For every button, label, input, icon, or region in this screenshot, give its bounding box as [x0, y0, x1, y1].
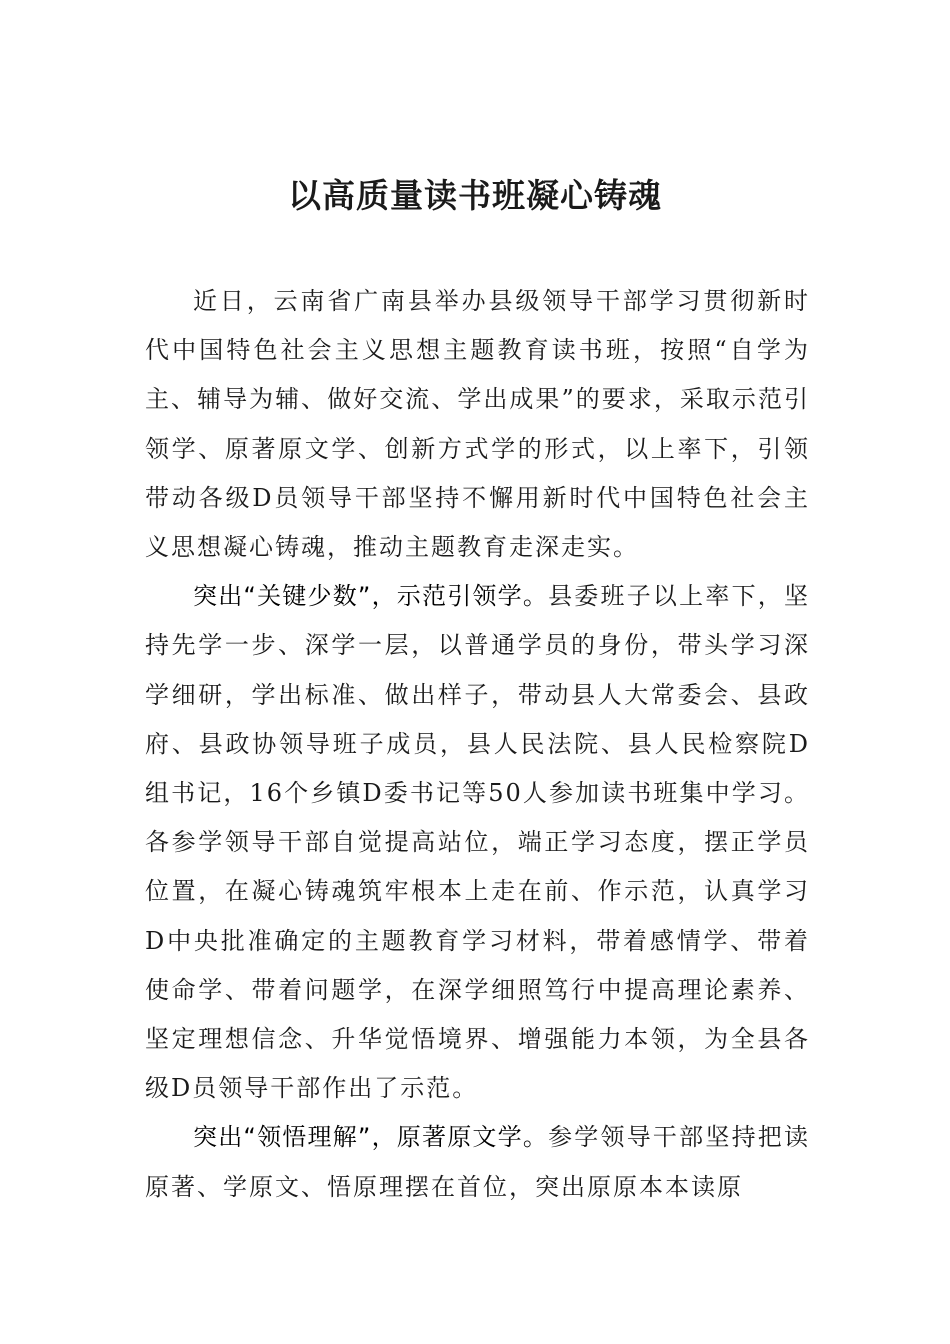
document-body: [145, 277, 810, 1212]
paragraph-intro: [145, 277, 810, 572]
document-title: 以高质量读书班凝心铸魂: [288, 176, 662, 215]
paragraph-text: 近日，云南省广南县举办县级领导干部学习贯彻新时代中国特色社会主义思想主题教育读书班，按照“自学为主、辅导为辅、做好交流、学出成果”的要求，采取示范引领学、原著原文学、创新方式学的形式，以上率下，引领带动各级D员领导干部坚持不懈用新时代中国特色社会主义思想凝心铸魂，推动主题教育走深走实。: [145, 287, 810, 562]
paragraph-lead: 突出“领悟理解”，原著原文学。: [193, 1123, 549, 1152]
paragraph-text: 参学领导干部坚持把读原著、学原文、悟原理摆在首位，突出原原本本读原: [145, 1123, 810, 1201]
paragraph-key-minority: [145, 572, 810, 1113]
paragraph-text: 县委班子以上率下，坚持先学一步、深学一层，以普通学员的身份，带头学习深学细研，学出标准、做出样子，带动县人大常委会、县政府、县政协领导班子成员，县人民法院、县人民检察院D组书记，16个乡镇D委书记等50人参加读书班集中学习。各参学领导干部自觉提高站位，端正学习态度，摆正学员位置，在凝心铸魂筑牢根本上走在前、作示范，认真学习D中央批准确定的主题教育学习材料，带着感情学、带着使命学、带着问题学，在深学细照笃行中提高理论素养、坚定理想信念、升华觉悟境界、增强能力本领，为全县各级D员领导干部作出了示范。: [145, 582, 810, 1103]
paragraph-lead: 突出“关键少数”，示范引领学。: [193, 582, 549, 611]
paragraph-original-texts: [145, 1113, 810, 1211]
